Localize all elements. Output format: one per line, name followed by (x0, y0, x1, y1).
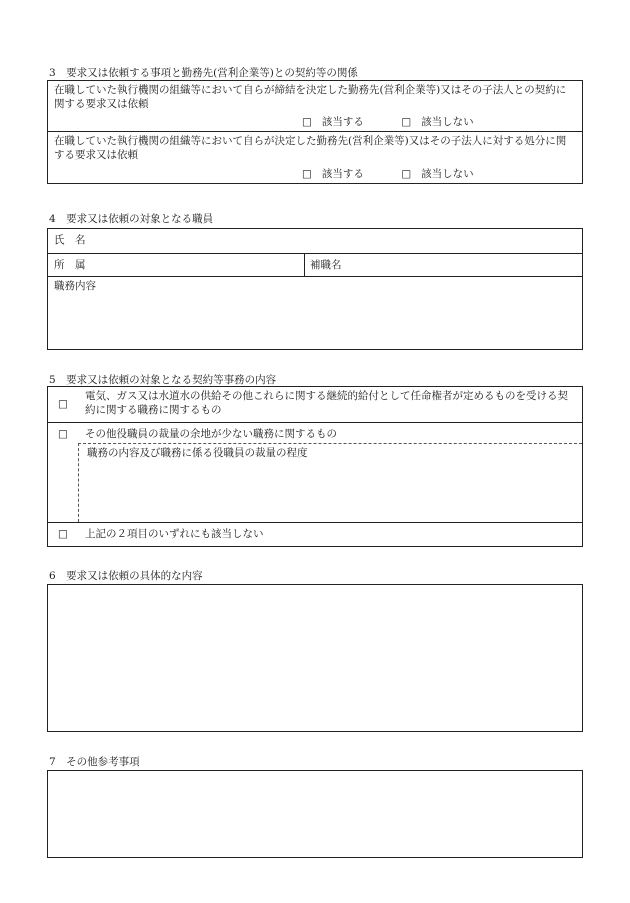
section5-table (47, 386, 583, 547)
section5-heading: 5 要求又は依頼の対象となる契約等事務の内容 (49, 374, 277, 386)
duties-label: 職務内容 (54, 280, 96, 292)
section5-item1[interactable] (48, 387, 582, 422)
discretion-detail-label: 職務の内容及び職務に係る役職員の裁量の程度 (87, 447, 308, 459)
section4-table (47, 228, 583, 350)
section3-row2-text: 在職していた執行機関の組織等において自らが決定した勤務先(営利企業等)又はその子法人に対する処分に関する要求又は依頼 (54, 135, 567, 162)
option-applicable[interactable] (302, 167, 364, 181)
checkbox[interactable]: □ (302, 167, 312, 180)
discretion-detail-field[interactable] (78, 443, 582, 522)
checkbox[interactable]: □ (58, 398, 68, 410)
section3-row1-options (302, 115, 582, 129)
duties-row[interactable] (48, 276, 582, 349)
option-not-applicable[interactable] (401, 167, 473, 181)
option-not-applicable[interactable] (401, 115, 473, 129)
checkbox[interactable]: □ (401, 167, 412, 180)
section5-item2-text: その他役職員の裁量の余地が少ない職務に関するもの (85, 428, 337, 440)
checkbox[interactable]: □ (58, 428, 68, 440)
option-label: 該当しない (421, 167, 474, 180)
section3-row1-text: 在職していた執行機関の組織等において自らが締結を決定した勤務先(営利企業等)又はその子法人との契約に関する要求又は依頼 (54, 84, 567, 111)
section6-content-box[interactable] (47, 584, 583, 732)
name-row (48, 229, 582, 253)
section6-heading: 6 要求又は依頼の具体的な内容 (49, 570, 203, 582)
dept-row (48, 253, 582, 276)
section7-heading: 7 その他参考事項 (49, 756, 140, 768)
checkbox[interactable]: □ (401, 115, 412, 128)
dept-label: 所 属 (54, 259, 86, 271)
option-label: 該当する (321, 167, 364, 180)
option-label: 該当する (321, 115, 364, 128)
section5-item1-text: 電気、ガス又は水道水の供給その他これらに関する継続的給付として任命権者が定めるものを受ける契約に関する職務に関するもの (85, 390, 568, 417)
section3-row-contract (48, 81, 582, 131)
section7-content-box[interactable] (47, 770, 583, 858)
section5-item2[interactable] (48, 422, 582, 522)
post-label: 補職名 (310, 259, 342, 271)
checkbox[interactable]: □ (58, 528, 68, 540)
option-applicable[interactable] (302, 115, 364, 129)
section3-table (47, 80, 583, 184)
section3-heading: 3 要求又は依頼する事項と勤務先(営利企業等)との契約等の関係 (49, 67, 358, 79)
section5-item3-text: 上記の２項目のいずれにも該当しない (85, 528, 264, 540)
section4-heading: 4 要求又は依頼の対象となる職員 (49, 213, 214, 225)
dept-cell[interactable] (48, 254, 305, 276)
checkbox[interactable]: □ (302, 115, 312, 128)
section3-row2-options (302, 167, 582, 181)
section3-row-disposition (48, 131, 582, 183)
name-label: 氏 名 (54, 234, 86, 246)
option-label: 該当しない (421, 115, 474, 128)
section5-item3[interactable] (48, 522, 582, 546)
